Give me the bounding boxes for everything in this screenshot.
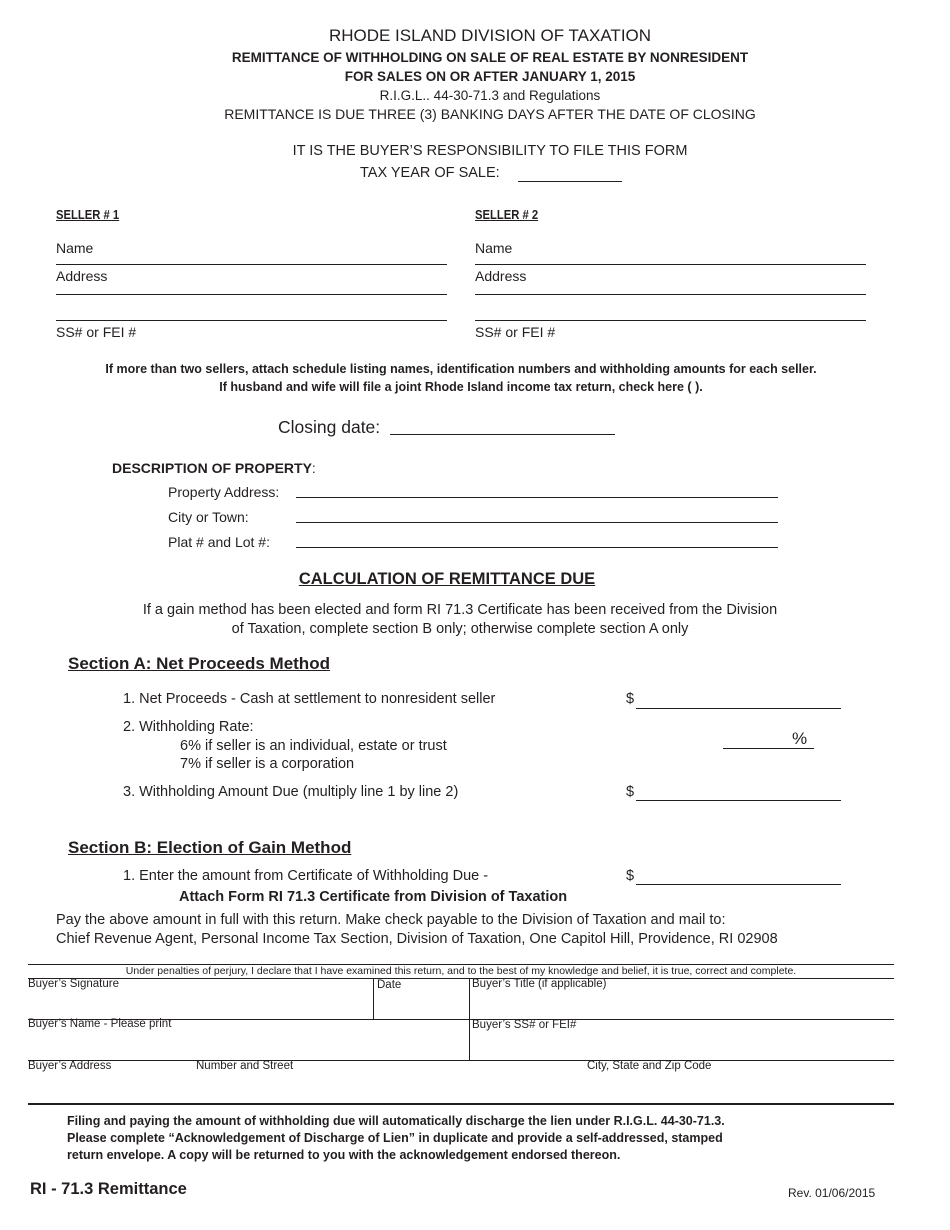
date-label: Date	[377, 979, 402, 991]
divider	[56, 294, 447, 295]
buyer-responsibility: IT IS THE BUYER’S RESPONSIBILITY TO FILE THIS FORM	[292, 143, 688, 159]
plat-lot-label: Plat # and Lot #:	[168, 534, 270, 550]
divider	[28, 978, 894, 979]
property-heading	[112, 460, 316, 476]
revision-date: Rev. 01/06/2015	[788, 1186, 876, 1200]
lien-discharge-note: Filing and paying the amount of withholding due will automatically discharge the lien under R.I.G.L. 44-30-71.3.	[67, 1114, 725, 1128]
buyer-title-field[interactable]	[472, 992, 890, 1016]
section-a-heading: Section A: Net Proceeds Method	[68, 654, 330, 673]
seller-1-heading: SELLER # 1	[56, 208, 120, 222]
divider	[28, 1060, 894, 1061]
buyer-ssn-label: Buyer’s SS# or FEI#	[472, 1019, 577, 1031]
statute-reference: R.I.G.L.. 44-30-71.3 and Regulations	[379, 88, 601, 103]
buyer-address-label: Buyer’s Address	[28, 1060, 112, 1072]
perjury-declaration: Under penalties of perjury, I declare that I have examined this return, and to the best of my knowledge and belief, it is true, correct and complete.	[125, 965, 797, 977]
certificate-amount-label: 1. Enter the amount from Certificate of Withholding Due -	[123, 868, 489, 884]
section-b-heading: Section B: Election of Gain Method	[68, 838, 352, 857]
property-heading-text: DESCRIPTION OF PROPERTY	[112, 460, 312, 476]
city-label: City or Town:	[168, 509, 249, 525]
calculation-intro-line2: of Taxation, complete section B only; otherwise complete section A only	[231, 621, 689, 637]
buyer-name-field[interactable]	[28, 1033, 464, 1057]
property-heading-colon: :	[311, 460, 316, 476]
acknowledgement-note: Please complete “Acknowledgement of Discharge of Lien” in duplicate and provide a self-addressed, stamped	[67, 1131, 723, 1145]
agency-title: RHODE ISLAND DIVISION OF TAXATION	[328, 26, 652, 45]
buyer-signature-label: Buyer’s Signature	[28, 978, 119, 990]
percent-sign: %	[792, 729, 808, 748]
signature-date-field[interactable]	[377, 994, 465, 1016]
rate-option-corporation: 7% if seller is a corporation	[180, 756, 355, 772]
property-address-label: Property Address:	[168, 484, 280, 500]
buyer-ssn-field[interactable]	[472, 1033, 890, 1057]
city-state-zip-label: City, State and Zip Code	[587, 1060, 712, 1072]
city-field[interactable]	[296, 505, 778, 523]
seller-2-ssn-label: SS# or FEI #	[475, 324, 556, 340]
payment-instructions: Pay the above amount in full with this return. Make check payable to the Division of Taxation and mail to:	[56, 912, 726, 928]
divider	[475, 264, 866, 265]
rate-option-individual: 6% if seller is an individual, estate or trust	[180, 738, 447, 754]
dollar-sign: $	[626, 868, 635, 884]
form-id: RI - 71.3 Remittance	[30, 1180, 187, 1198]
seller-1-address-label: Address	[56, 268, 108, 284]
divider	[28, 1103, 894, 1105]
divider	[373, 978, 374, 1019]
closing-date-field[interactable]	[390, 416, 615, 435]
withholding-amount-label: 3. Withholding Amount Due (multiply line 1 by line 2)	[123, 784, 459, 800]
divider	[56, 320, 447, 321]
calculation-heading: CALCULATION OF REMITTANCE DUE	[298, 570, 596, 588]
buyer-title-label: Buyer’s Title (if applicable)	[472, 978, 607, 990]
divider	[56, 264, 447, 265]
closing-date-label: Closing date:	[278, 417, 381, 437]
tax-year-field[interactable]	[518, 163, 622, 182]
property-address-field[interactable]	[296, 480, 778, 498]
withholding-rate-field[interactable]	[723, 731, 814, 749]
multiple-sellers-note: If more than two sellers, attach schedule listing names, identification numbers and withholding amounts for each seller.	[105, 362, 817, 376]
dollar-sign: $	[626, 691, 635, 707]
return-envelope-note: return envelope. A copy will be returned to you with the acknowledgement endorsed thereon.	[67, 1148, 621, 1162]
mailing-address: Chief Revenue Agent, Personal Income Tax Section, Division of Taxation, One Capitol Hill, Providence, RI 02908	[56, 931, 778, 947]
divider	[475, 294, 866, 295]
attach-certificate-note: Attach Form RI 71.3 Certificate from Division of Taxation	[179, 889, 568, 905]
buyer-name-label: Buyer’s Name - Please print	[28, 1018, 172, 1030]
seller-1-name-label: Name	[56, 240, 94, 256]
net-proceeds-label: 1. Net Proceeds - Cash at settlement to nonresident seller	[123, 691, 496, 707]
tax-year-label: TAX YEAR OF SALE:	[360, 165, 500, 181]
buyer-signature-field[interactable]	[28, 992, 368, 1016]
plat-lot-field[interactable]	[296, 530, 778, 548]
calculation-intro-line1: If a gain method has been elected and form RI 71.3 Certificate has been received from the Division	[142, 602, 778, 618]
net-proceeds-field[interactable]	[636, 690, 841, 709]
seller-2-name-label: Name	[475, 240, 513, 256]
certificate-amount-field[interactable]	[636, 866, 841, 885]
street-label: Number and Street	[196, 1060, 294, 1072]
divider	[475, 320, 866, 321]
withholding-amount-field[interactable]	[636, 782, 841, 801]
due-notice: REMITTANCE IS DUE THREE (3) BANKING DAYS AFTER THE DATE OF CLOSING	[224, 106, 756, 122]
seller-2-heading: SELLER # 2	[475, 208, 539, 222]
joint-return-note: If husband and wife will file a joint Rhode Island income tax return, check here ( ).	[219, 380, 703, 394]
seller-2-address-label: Address	[475, 268, 527, 284]
seller-1-ssn-label: SS# or FEI #	[56, 324, 137, 340]
form-title-line2: FOR SALES ON OR AFTER JANUARY 1, 2015	[344, 69, 636, 84]
buyer-address-field[interactable]	[28, 1076, 890, 1100]
dollar-sign: $	[626, 784, 635, 800]
withholding-rate-label: 2. Withholding Rate:	[123, 719, 254, 735]
form-title-line1: REMITTANCE OF WITHHOLDING ON SALE OF REAL ESTATE BY NONRESIDENT	[231, 50, 749, 65]
